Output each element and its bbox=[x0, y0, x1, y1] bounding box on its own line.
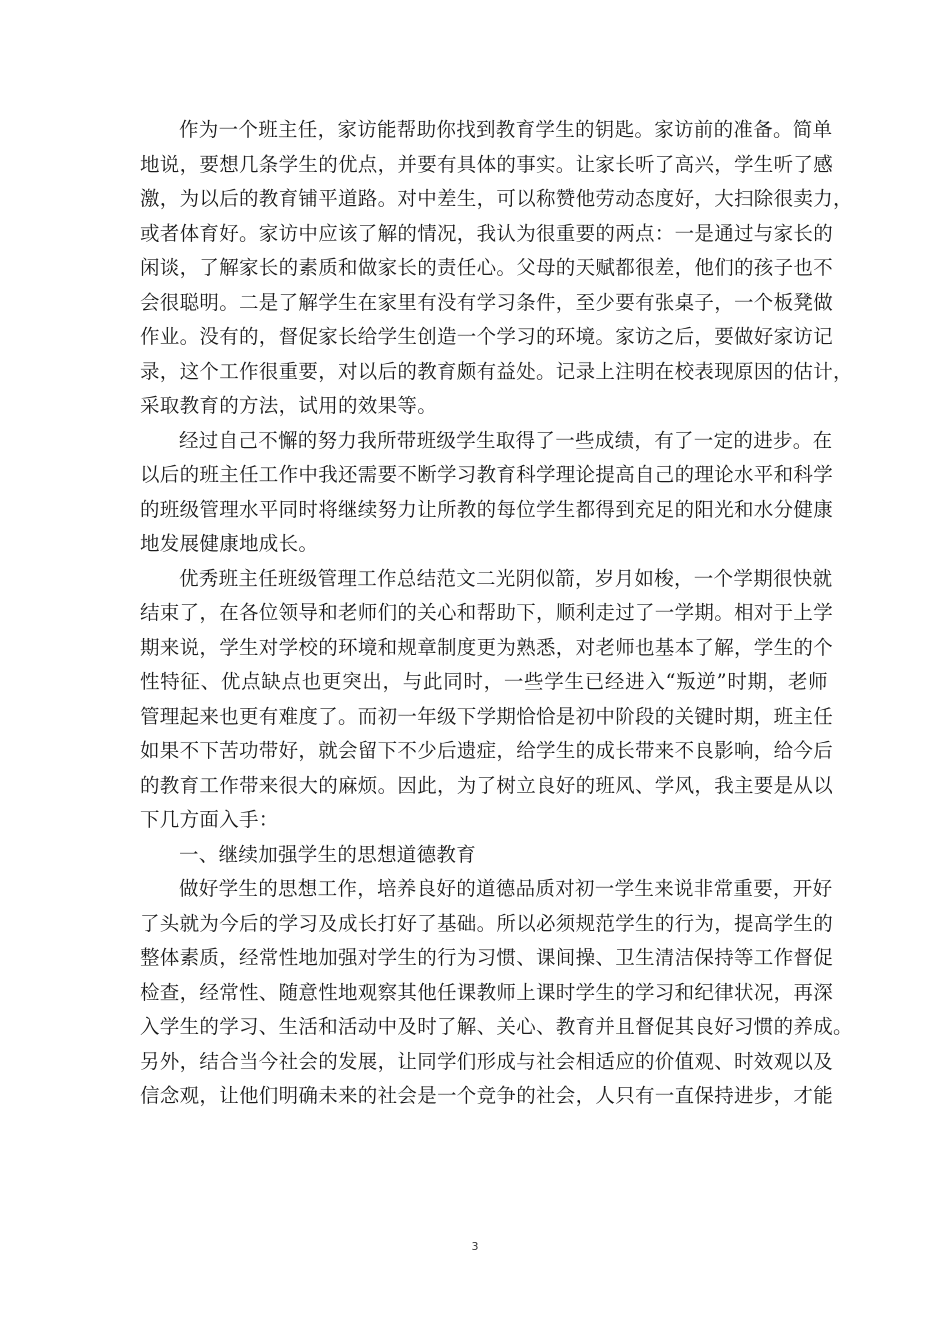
paragraph-2-line-3: 的班级管理水平同时将继续努力让所教的每位学生都得到充足的阳光和水分健康 bbox=[140, 497, 834, 521]
paragraph-5-line-7: 信念观，让他们明确未来的社会是一个竞争的社会，人只有一直保持进步，才能 bbox=[140, 1084, 834, 1107]
paragraph-1-line-2: 地说，要想几条学生的优点，并要有具体的事实。让家长听了高兴，学生听了感 bbox=[140, 152, 834, 176]
paragraph-5-line-6: 另外，结合当今社会的发展，让同学们形成与社会相适应的价值观、时效观以及 bbox=[140, 1049, 834, 1073]
paragraph-5-line-4: 检查，经常性、随意性地观察其他任课教师上课时学生的学习和纪律状况，再深 bbox=[140, 980, 834, 1004]
paragraph-5-line-1: 做好学生的思想工作，培养良好的道德品质对初一学生来说非常重要，开好 bbox=[179, 877, 833, 900]
paragraph-1-line-7: 作业。没有的，督促家长给学生创造一个学习的环境。家访之后，要做好家访记 bbox=[140, 325, 834, 348]
paragraph-3-line-4: 性特征、优点缺点也更突出，与此同时，一些学生已经进入“叛逆”时期，老师 bbox=[140, 670, 828, 693]
paragraph-5-line-5: 入学生的学习、生活和活动中及时了解、关心、教育并且督促其良好习惯的养成。 bbox=[140, 1015, 853, 1038]
paragraph-3-line-5: 管理起来也更有难度了。而初一年级下学期恰恰是初中阶段的关键时期，班主任 bbox=[140, 704, 834, 728]
paragraph-1-line-5: 闲谈，了解家长的素质和做家长的责任心。父母的天赋都很差，他们的孩子也不 bbox=[140, 256, 834, 279]
paragraph-1-line-3: 激，为以后的教育铺平道路。对中差生，可以称赞他劳动态度好，大扫除很卖力， bbox=[140, 187, 853, 210]
paragraph-1-line-4: 或者体育好。家访中应该了解的情况，我认为很重要的两点：一是通过与家长的 bbox=[140, 221, 834, 245]
paragraph-3-line-6: 如果不下苦功带好，就会留下不少后遗症，给学生的成长带来不良影响，给今后 bbox=[140, 739, 834, 762]
paragraph-1-line-9: 采取教育的方法，试用的效果等。 bbox=[140, 394, 438, 417]
paragraph-1-line-6: 会很聪明。二是了解学生在家里有没有学习条件，至少要有张桌子，一个板凳做 bbox=[140, 290, 834, 314]
paragraph-3-line-7: 的教育工作带来很大的麻烦。因此，为了树立良好的班风、学风，我主要是从以 bbox=[140, 773, 834, 797]
paragraph-1-line-8: 录，这个工作很重要，对以后的教育颇有益处。记录上注明在校表现原因的估计， bbox=[140, 359, 853, 383]
paragraph-5-line-2: 了头就为今后的学习及成长打好了基础。所以必须规范学生的行为，提高学生的 bbox=[140, 911, 834, 935]
paragraph-2-line-2: 以后的班主任工作中我还需要不断学习教育科学理论提高自己的理论水平和科学 bbox=[140, 463, 834, 486]
paragraph-2-line-4: 地发展健康地成长。 bbox=[140, 532, 319, 555]
paragraph-3-line-1: 优秀班主任班级管理工作总结范文二光阴似箭，岁月如梭，一个学期很快就 bbox=[179, 566, 833, 590]
paragraph-3-line-3: 期来说，学生对学校的环境和规章制度更为熟悉，对老师也基本了解，学生的个 bbox=[140, 635, 834, 659]
paragraph-3-line-8: 下几方面入手： bbox=[140, 808, 279, 831]
paragraph-2-line-1: 经过自己不懈的努力我所带班级学生取得了一些成绩，有了一定的进步。在 bbox=[179, 428, 833, 452]
paragraph-3-line-2: 结束了，在各位领导和老师们的关心和帮助下，顺利走过了一学期。相对于上学 bbox=[140, 601, 834, 624]
page-number: 3 bbox=[471, 1240, 479, 1253]
paragraph-1-line-1: 作为一个班主任，家访能帮助你找到教育学生的钥匙。家访前的准备。简单 bbox=[179, 118, 833, 141]
section-heading: 一、继续加强学生的思想道德教育 bbox=[179, 842, 477, 866]
document-body bbox=[140, 113, 853, 1114]
paragraph-5-line-3: 整体素质，经常性地加强对学生的行为习惯、课间操、卫生清洁保持等工作督促 bbox=[140, 946, 834, 969]
